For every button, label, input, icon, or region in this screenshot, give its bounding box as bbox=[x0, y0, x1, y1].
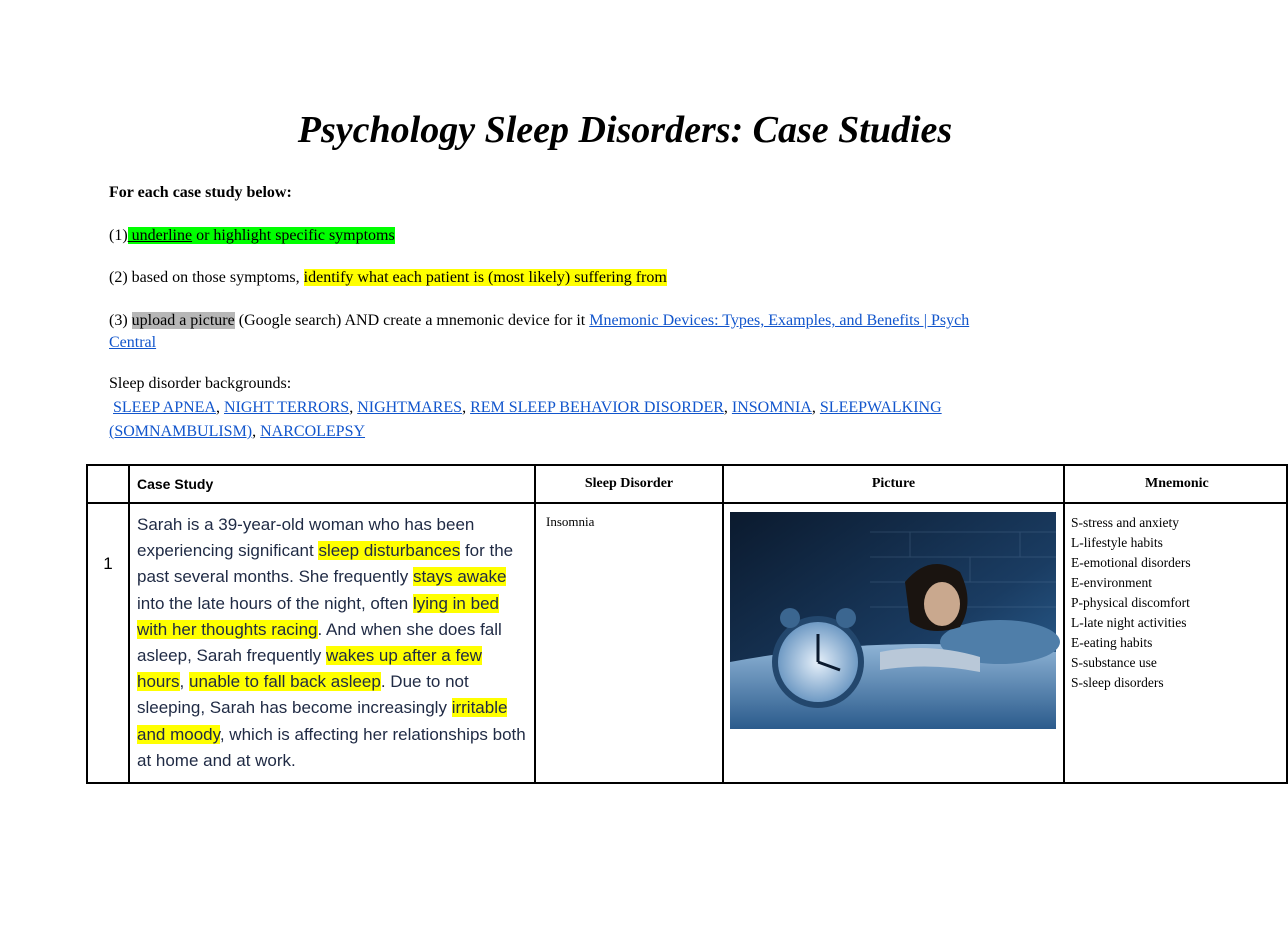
symptom-highlight: stays awake bbox=[412, 567, 507, 587]
header-sleep-disorder: Sleep Disorder bbox=[535, 465, 723, 503]
mnemonic-line: S-stress and anxiety bbox=[1071, 515, 1179, 530]
step-2-highlight: identify what each patient is (most likely) suffering from bbox=[303, 269, 667, 286]
link-rem-sleep-behavior-disorder[interactable]: REM SLEEP BEHAVIOR DISORDER bbox=[470, 399, 724, 416]
step-1-highlight bbox=[128, 227, 395, 244]
header-number bbox=[87, 465, 129, 503]
link-separator: , bbox=[723, 399, 732, 416]
insomnia-photo[interactable] bbox=[730, 512, 1056, 729]
header-mnemonic: Mnemonic bbox=[1064, 465, 1287, 503]
link-nightmares[interactable]: NIGHTMARES bbox=[357, 399, 463, 416]
link-night-terrors[interactable]: NIGHT TERRORS bbox=[223, 399, 350, 416]
mnemonic-line: S-substance use bbox=[1071, 655, 1157, 670]
mnemonic-line: E-eating habits bbox=[1071, 635, 1153, 650]
step-3-highlight: upload a picture bbox=[131, 312, 235, 329]
mnemonic-line: P-physical discomfort bbox=[1071, 595, 1190, 610]
link-separator: , bbox=[811, 399, 820, 416]
case-text-segment: for the past several months. She frequently bbox=[137, 541, 514, 587]
link-separator: , bbox=[252, 423, 261, 440]
row-number: 1 bbox=[87, 503, 129, 783]
step-1-rest: or highlight specific symptoms bbox=[192, 227, 395, 244]
mnemonic-line: S-sleep disorders bbox=[1071, 675, 1164, 690]
symptom-highlight: irritable and moody bbox=[137, 698, 508, 744]
link-narcolepsy[interactable]: NARCOLEPSY bbox=[260, 423, 366, 440]
header-case-study: Case Study bbox=[129, 465, 535, 503]
link-separator: , bbox=[349, 399, 358, 416]
step-2-lead: (2) based on those symptoms, bbox=[109, 269, 304, 286]
symptom-highlight: unable to fall back asleep bbox=[188, 672, 381, 692]
table-header-row bbox=[87, 465, 1287, 503]
link-separator: , bbox=[462, 399, 471, 416]
case-text-segment: Sarah is a 39-year-old woman who has been experiencing significant bbox=[137, 515, 475, 561]
step-1 bbox=[109, 227, 395, 245]
link-sleep-apnea[interactable]: SLEEP APNEA bbox=[113, 399, 216, 416]
symptom-highlight: sleep disturbances bbox=[318, 541, 461, 561]
case-text-segment: . And when she does fall asleep, Sarah frequently bbox=[137, 619, 502, 666]
table-row bbox=[87, 503, 1287, 783]
symptom-highlight: lying in bed with her thoughts racing bbox=[137, 593, 499, 639]
step-3-lead: (3) bbox=[109, 312, 132, 329]
step-3-rest: (Google search) AND create a mnemonic device for it bbox=[234, 312, 590, 329]
case-study-table bbox=[86, 464, 1288, 784]
case-text-segment: , bbox=[179, 672, 189, 692]
mnemonic-line: L-lifestyle habits bbox=[1071, 535, 1163, 550]
step-1-number: (1) bbox=[109, 227, 128, 244]
case-text-segment: into the late hours of the night, often bbox=[137, 593, 413, 613]
sleep-disorder-answer: Insomnia bbox=[535, 503, 723, 783]
case-text-segment: . Due to not sleeping, Sarah has become increasingly bbox=[137, 672, 469, 718]
mnemonic-line: L-late night activities bbox=[1071, 615, 1187, 630]
link-separator: , bbox=[215, 399, 224, 416]
step-3 bbox=[109, 312, 969, 330]
mnemonic-line: E-environment bbox=[1071, 575, 1152, 590]
backgrounds-links-line-2 bbox=[109, 423, 365, 441]
intro-text: For each case study below: bbox=[109, 184, 292, 201]
case-study-text bbox=[129, 503, 535, 783]
step-2 bbox=[109, 269, 667, 287]
mnemonic-line: E-emotional disorders bbox=[1071, 555, 1191, 570]
step-3-line-2 bbox=[109, 334, 156, 352]
backgrounds-links-line-1 bbox=[113, 399, 942, 417]
mnemonic-cell bbox=[1064, 503, 1287, 783]
case-text-segment: , which is affecting her relationships both at home and at work. bbox=[137, 724, 526, 770]
link-insomnia[interactable]: INSOMNIA bbox=[731, 399, 812, 416]
picture-cell bbox=[723, 503, 1064, 783]
link-sleepwalking[interactable]: SLEEPWALKING bbox=[819, 399, 942, 416]
symptom-highlight: wakes up after a few hours bbox=[137, 646, 482, 692]
mnemonic-devices-link[interactable]: Mnemonic Devices: Types, Examples, and Benefits | Psych bbox=[589, 312, 970, 329]
mnemonic-devices-link-cont[interactable]: Central bbox=[109, 334, 157, 351]
step-1-underline-word: underline bbox=[127, 227, 193, 244]
backgrounds-label: Sleep disorder backgrounds: bbox=[109, 375, 292, 392]
header-picture: Picture bbox=[723, 465, 1064, 503]
page-title: Psychology Sleep Disorders: Case Studies bbox=[297, 109, 953, 151]
link-somnambulism[interactable]: (SOMNAMBULISM) bbox=[109, 423, 253, 440]
